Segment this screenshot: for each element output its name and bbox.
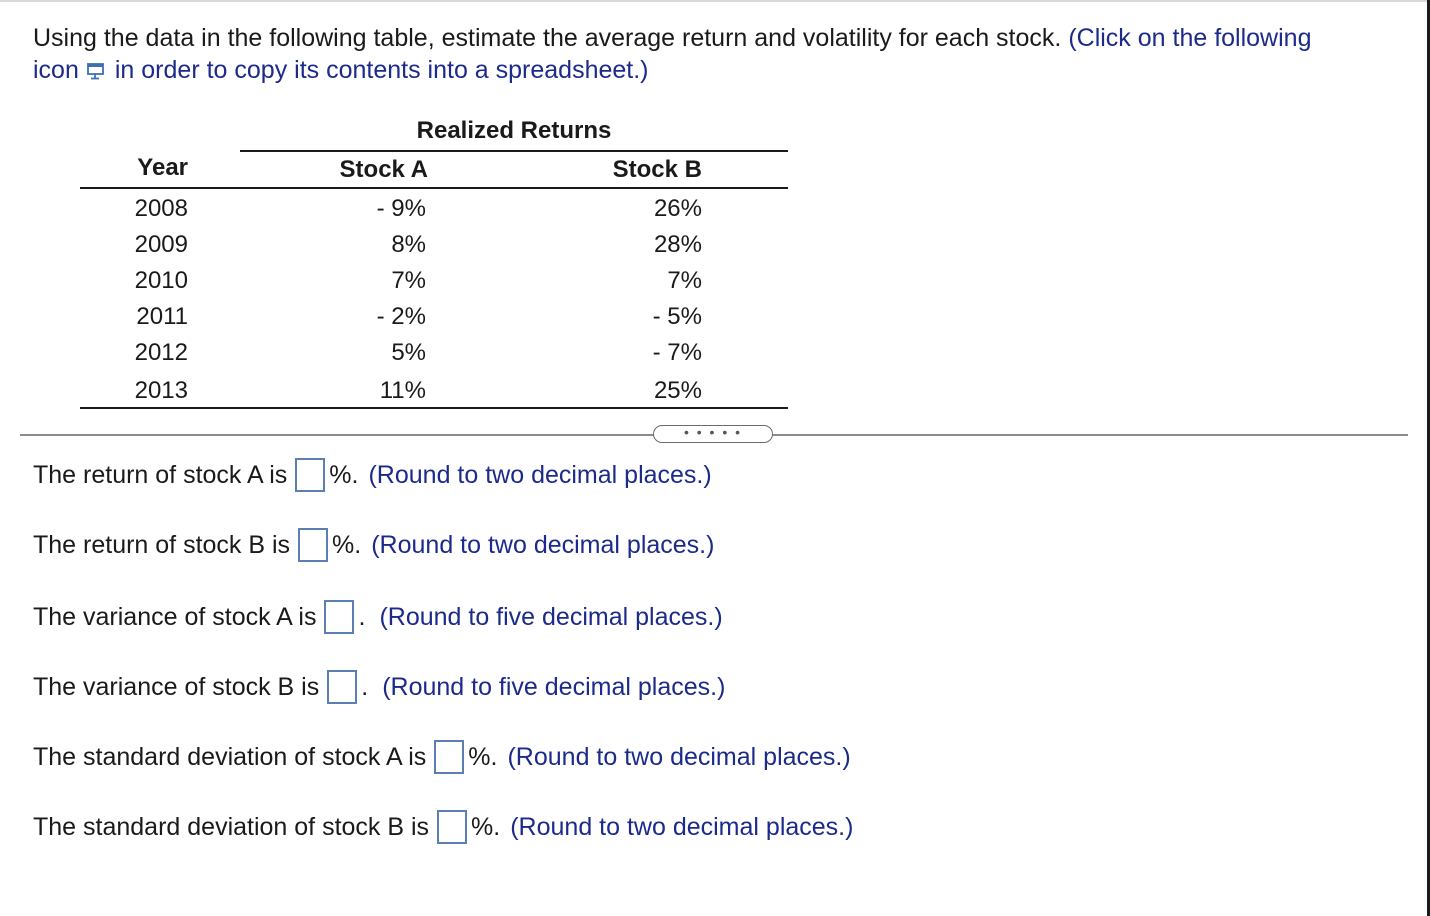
answer-input-stdev-a[interactable] bbox=[434, 740, 464, 774]
question-suffix: %. bbox=[332, 530, 362, 559]
cell-year: 2013 bbox=[134, 377, 188, 404]
question-hint: (Round to two decimal places.) bbox=[510, 812, 854, 841]
question-label: The return of stock B is bbox=[33, 530, 291, 559]
answer-input-variance-a[interactable] bbox=[324, 600, 354, 634]
copy-instruction-part2: in order to copy its contents into a spreadsheet.) bbox=[114, 56, 649, 84]
question-suffix: %. bbox=[468, 742, 498, 771]
cell-stock-a: 7% bbox=[391, 267, 426, 294]
top-border bbox=[0, 0, 1430, 2]
expand-toggle-button[interactable]: • • • • • bbox=[653, 425, 773, 443]
question-intro bbox=[33, 22, 1403, 86]
cell-stock-a: 11% bbox=[379, 377, 426, 404]
question-suffix: . bbox=[361, 672, 369, 701]
answer-input-variance-b[interactable] bbox=[327, 670, 357, 704]
question-label: The standard deviation of stock B is bbox=[33, 812, 430, 841]
copy-instruction-icon-word: icon bbox=[33, 56, 79, 84]
cell-stock-b: - 7% bbox=[652, 339, 702, 366]
question-label: The variance of stock A is bbox=[33, 602, 317, 631]
question-label: The return of stock A is bbox=[33, 460, 288, 489]
question-variance-b bbox=[33, 670, 725, 704]
question-hint: (Round to two decimal places.) bbox=[507, 742, 851, 771]
question-suffix: %. bbox=[471, 812, 501, 841]
question-suffix: %. bbox=[329, 460, 359, 489]
question-hint: (Round to five decimal places.) bbox=[382, 672, 726, 701]
cell-stock-a: - 2% bbox=[376, 303, 426, 330]
question-return-b bbox=[33, 528, 714, 562]
cell-stock-a: 8% bbox=[391, 231, 426, 258]
cell-stock-b: 28% bbox=[653, 231, 702, 258]
cell-year: 2012 bbox=[134, 339, 188, 366]
cell-year: 2010 bbox=[134, 267, 188, 294]
copy-spreadsheet-icon[interactable] bbox=[85, 62, 107, 80]
header-stock-a: Stock A bbox=[339, 156, 428, 183]
question-suffix: . bbox=[358, 602, 366, 631]
question-stdev-b bbox=[33, 810, 853, 844]
question-variance-a bbox=[33, 600, 723, 634]
table-rule-header bbox=[80, 187, 788, 189]
cell-year: 2011 bbox=[136, 303, 188, 330]
cell-year: 2008 bbox=[134, 195, 188, 222]
question-return-a bbox=[33, 458, 712, 492]
header-stock-b: Stock B bbox=[612, 156, 702, 183]
cell-stock-a: - 9% bbox=[376, 195, 426, 222]
question-label: The standard deviation of stock A is bbox=[33, 742, 427, 771]
copy-instruction-part1: (Click on the following bbox=[1068, 24, 1312, 52]
table-rule-bottom bbox=[80, 407, 788, 409]
question-hint: (Round to five decimal places.) bbox=[379, 602, 723, 631]
table-rule-top bbox=[240, 150, 788, 152]
cell-stock-b: 7% bbox=[667, 267, 702, 294]
cell-year: 2009 bbox=[134, 231, 188, 258]
question-hint: (Round to two decimal places.) bbox=[371, 530, 715, 559]
header-year: Year bbox=[137, 154, 188, 181]
question-hint: (Round to two decimal places.) bbox=[368, 460, 712, 489]
cell-stock-b: 26% bbox=[653, 195, 702, 222]
question-label: The variance of stock B is bbox=[33, 672, 320, 701]
question-stdev-a bbox=[33, 740, 851, 774]
cell-stock-b: 25% bbox=[653, 377, 702, 404]
cell-stock-a: 5% bbox=[391, 339, 426, 366]
answer-input-stdev-b[interactable] bbox=[437, 810, 467, 844]
answer-input-return-a[interactable] bbox=[295, 458, 325, 492]
cell-stock-b: - 5% bbox=[652, 303, 702, 330]
table-title: Realized Returns bbox=[416, 117, 612, 144]
answer-input-return-b[interactable] bbox=[298, 528, 328, 562]
intro-text: Using the data in the following table, estimate the average return and volatility for each stock. bbox=[33, 24, 1062, 52]
